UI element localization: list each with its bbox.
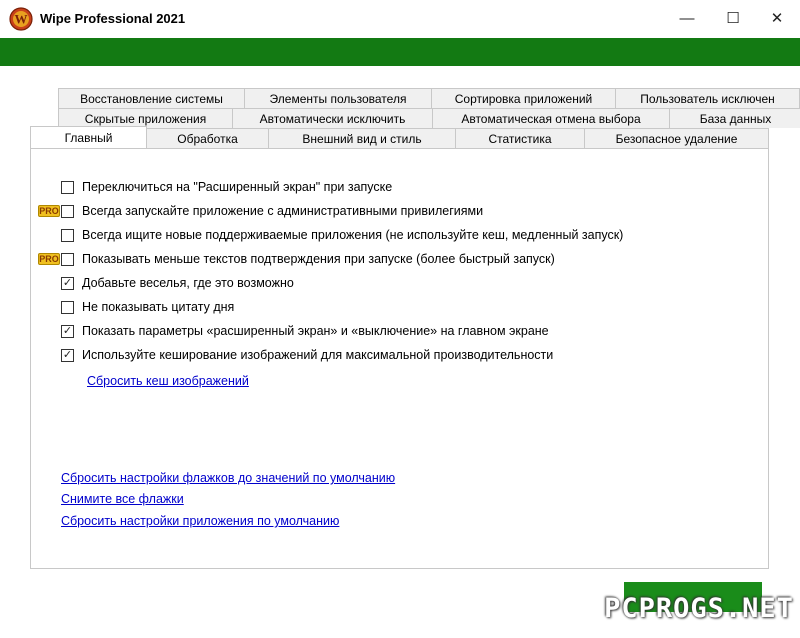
tab-label: Сортировка приложений (454, 91, 593, 106)
option-row[interactable] (61, 346, 553, 364)
window-title: Wipe Professional 2021 (40, 11, 186, 26)
tab-label: Внешний вид и стиль (302, 131, 422, 146)
tab-main[interactable] (30, 126, 147, 148)
pro-badge: PRO (39, 206, 59, 216)
option-label: Используйте кеширование изображений для максимальной производительности (82, 348, 554, 362)
maximize-icon: ☐ (726, 10, 740, 27)
reset-flags-link[interactable]: Сбросить настройки флажков до значений по умолчанию (61, 471, 396, 485)
checkbox-unchecked[interactable] (61, 181, 74, 194)
checkbox-checked[interactable]: ✓ (62, 276, 73, 289)
wipe-logo-icon (9, 7, 33, 31)
minimize-button[interactable] (664, 0, 710, 36)
option-row[interactable] (61, 274, 294, 292)
tab-system-restore[interactable] (58, 88, 245, 108)
watermark: PCPROGS.NET (604, 592, 794, 624)
tab-auto-deselect[interactable] (432, 108, 670, 128)
tab-label: Восстановление системы (80, 91, 223, 106)
tab-secure-delete[interactable] (584, 128, 769, 148)
tab-label: База данных (699, 111, 772, 126)
maximize-button[interactable] (710, 0, 756, 36)
checkbox-unchecked[interactable] (61, 301, 74, 314)
close-icon: ✕ (770, 10, 784, 27)
option-label: Добавьте веселья, где это возможно (82, 276, 294, 290)
checkbox-unchecked[interactable] (61, 229, 74, 242)
option-label: Показать параметры «расширенный экран» и «выключение» на главном экране (82, 324, 549, 338)
reset-app-link[interactable]: Сбросить настройки приложения по умолчанию (61, 514, 340, 528)
reset-image-cache-link[interactable]: Сбросить кеш изображений (87, 374, 249, 388)
option-label: Всегда ищите новые поддерживаемые приложения (не используйте кеш, медленный запуск) (82, 228, 624, 242)
option-row[interactable] (61, 226, 623, 244)
checkbox-checked[interactable]: ✓ (62, 324, 73, 337)
tab-statistics[interactable] (455, 128, 585, 148)
option-row[interactable] (61, 178, 392, 196)
option-label: Переключиться на "Расширенный экран" при запуске (82, 180, 393, 194)
tab-sort-apps[interactable] (431, 88, 616, 108)
settings-panel (30, 148, 769, 569)
option-label: Не показывать цитату дня (82, 300, 235, 314)
tab-label: Пользователь исключен (640, 91, 775, 106)
tab-user-excluded[interactable] (615, 88, 800, 108)
tab-label: Безопасное удаление (615, 131, 738, 146)
checkbox-unchecked[interactable] (61, 205, 74, 218)
tab-label: Элементы пользователя (269, 91, 407, 106)
svg-text:W: W (14, 11, 28, 27)
title-bar (0, 0, 800, 38)
tab-hidden-apps[interactable] (58, 108, 233, 128)
tab-label: Статистика (488, 131, 552, 146)
pro-badge: PRO (39, 254, 59, 264)
tab-label: Главный (64, 130, 113, 145)
tab-label: Скрытые приложения (84, 111, 207, 126)
minimize-icon: — (679, 9, 695, 27)
header-banner (0, 38, 800, 66)
tab-appearance[interactable] (268, 128, 456, 148)
option-row[interactable] (61, 202, 483, 220)
uncheck-all-link[interactable]: Снимите все флажки (61, 492, 184, 506)
tab-label: Автоматическая отмена выбора (461, 111, 641, 126)
tab-auto-exclude[interactable] (232, 108, 433, 128)
checkbox-checked[interactable]: ✓ (62, 348, 73, 361)
tab-database[interactable] (669, 108, 800, 128)
tab-processing[interactable] (146, 128, 269, 148)
option-row[interactable] (61, 322, 549, 340)
tab-label: Автоматически исключить (259, 111, 406, 126)
tab-user-items[interactable] (244, 88, 432, 108)
tab-label: Обработка (177, 131, 238, 146)
option-label: Всегда запускайте приложение с административными привилегиями (82, 204, 484, 218)
close-button[interactable] (754, 0, 800, 36)
option-label: Показывать меньше текстов подтверждения при запуске (более быстрый запуск) (82, 252, 555, 266)
checkbox-unchecked[interactable] (61, 253, 74, 266)
option-row[interactable] (61, 250, 555, 268)
option-row[interactable] (61, 298, 234, 316)
